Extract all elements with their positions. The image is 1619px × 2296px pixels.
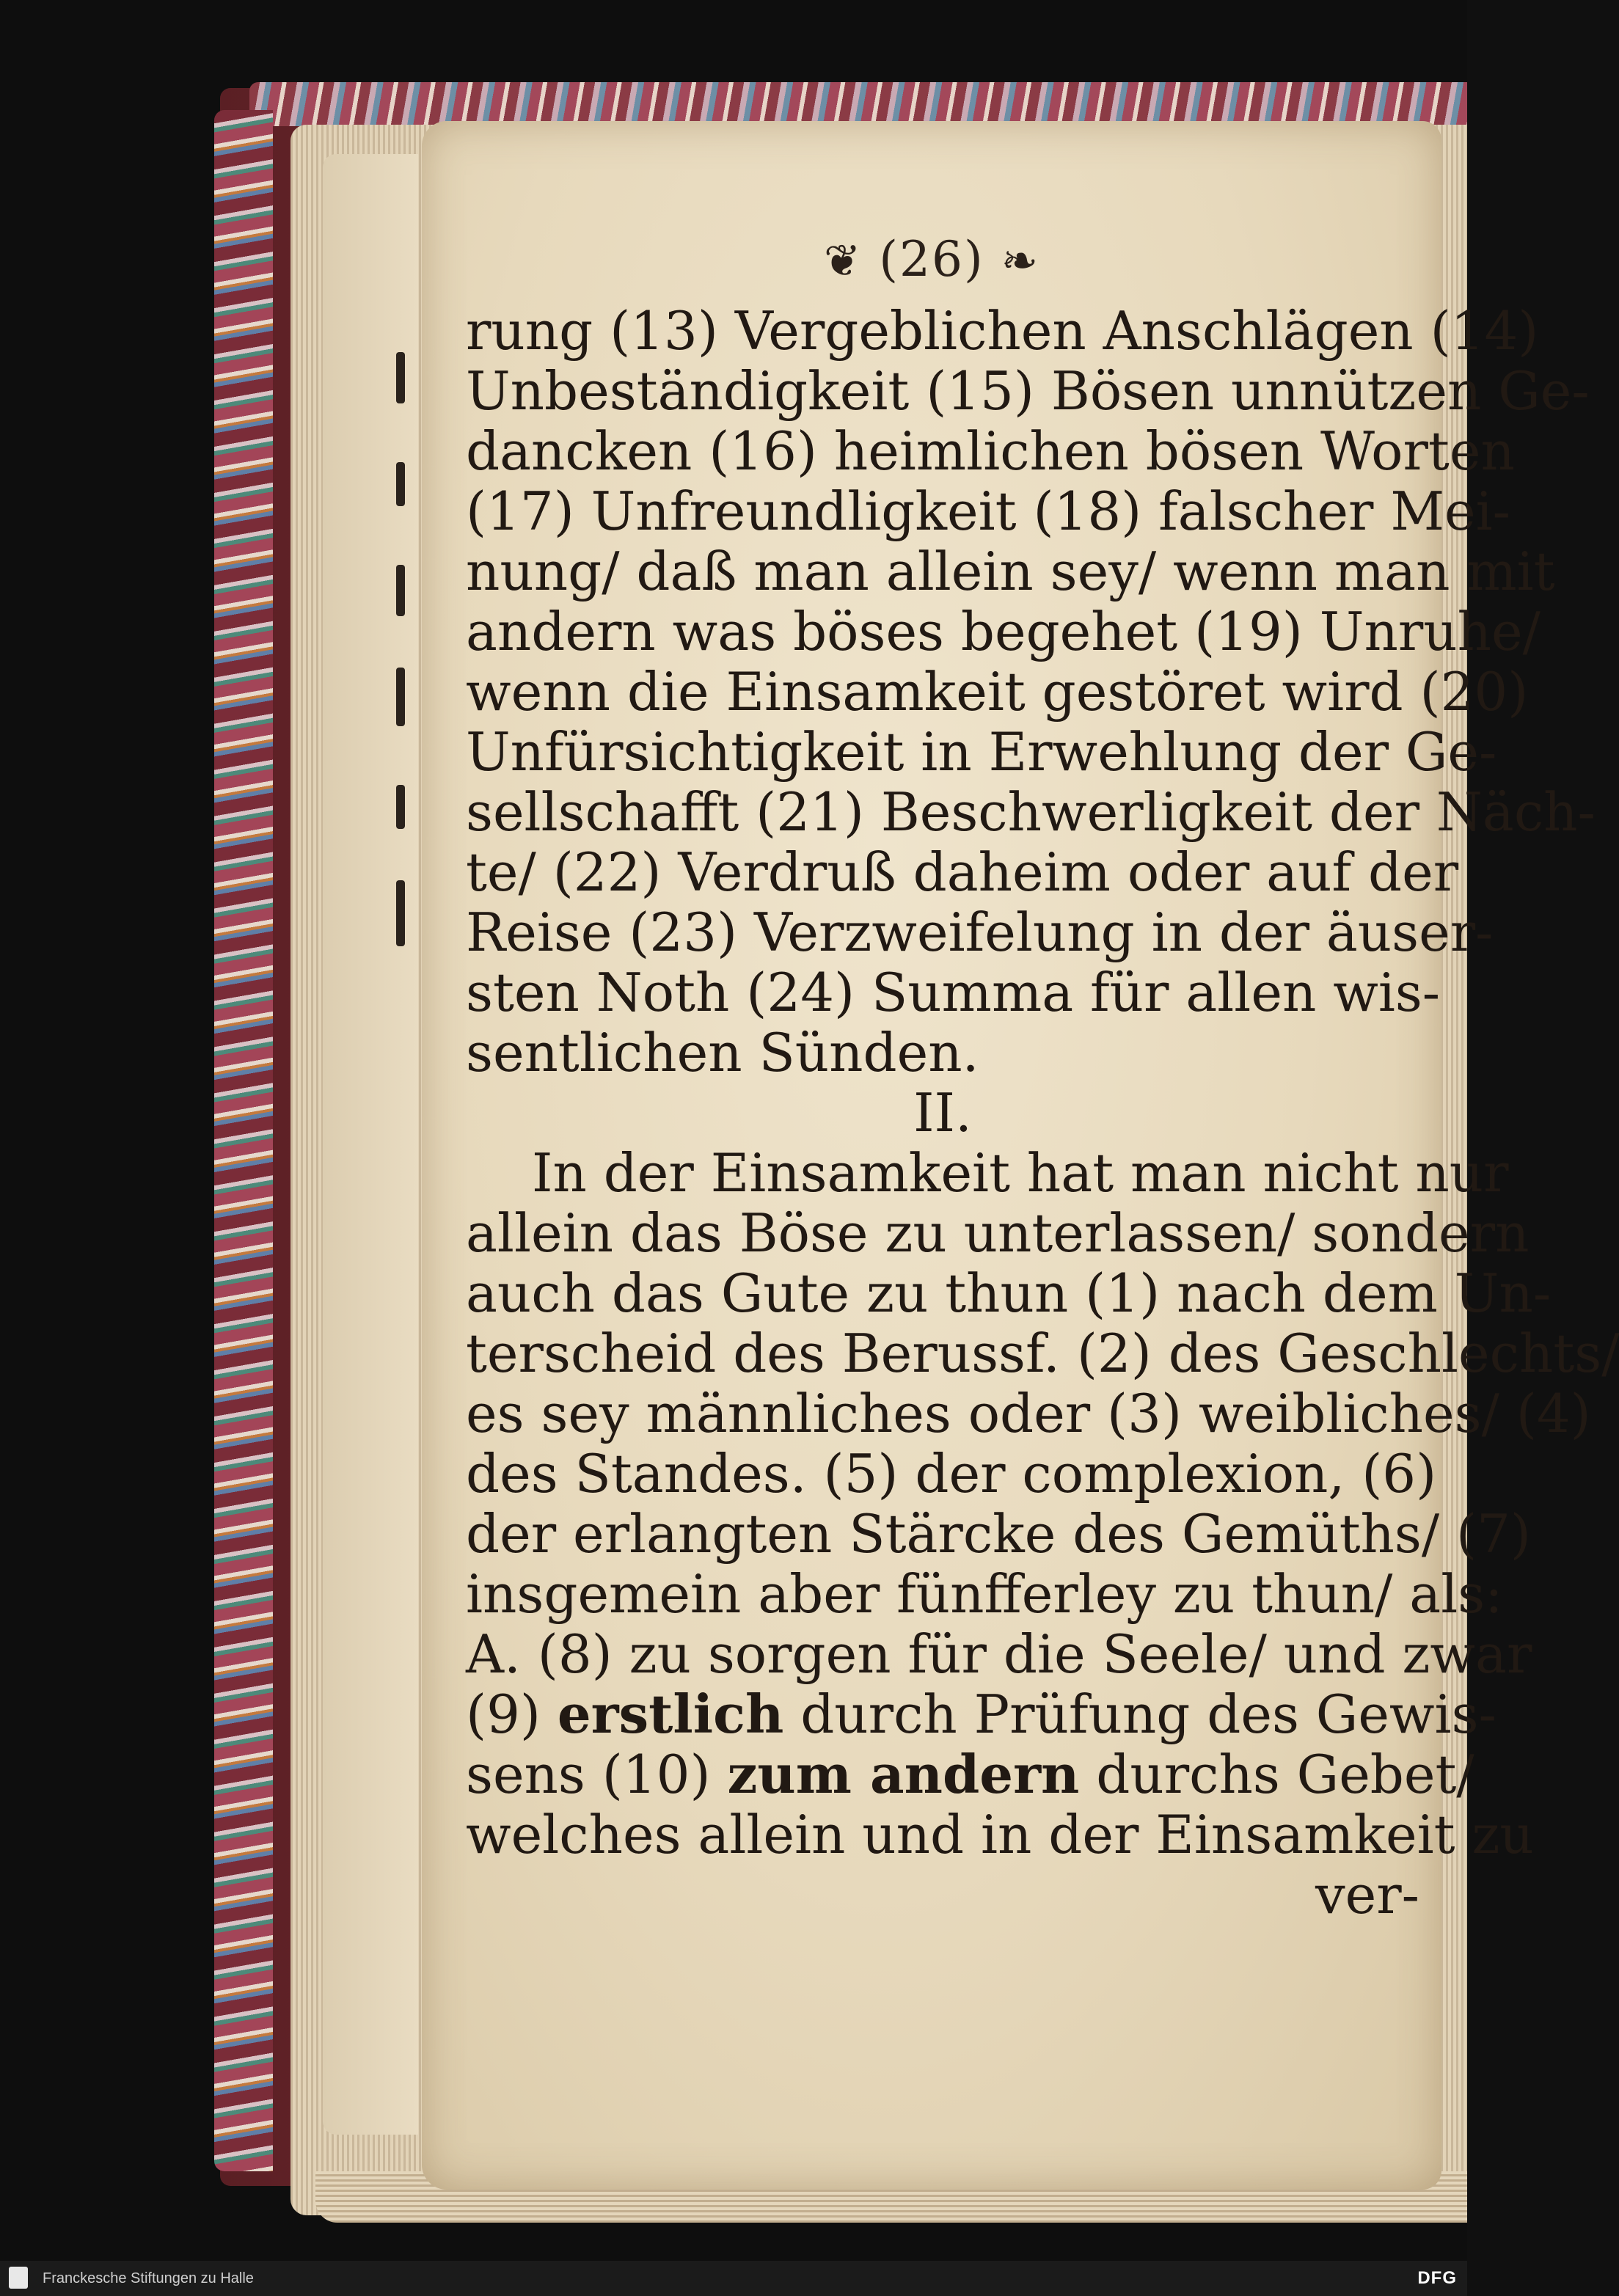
- text-line: sten Noth (24) Summa für allen wis-: [466, 962, 1441, 1023]
- text-line: nung/ daß man allein sey/ wenn man mit: [466, 541, 1555, 602]
- text-line: andern was böses begehet (19) Unruhe/: [466, 601, 1541, 662]
- book-page: [422, 121, 1619, 2190]
- text-line: rung (13) Vergeblichen Anschlägen (14): [466, 300, 1539, 362]
- text-line: des Standes. (5) der complexion, (6): [466, 1443, 1437, 1505]
- catchword: ver-: [1315, 1864, 1419, 1926]
- text-line: In der Einsamkeit hat man nicht nur: [532, 1142, 1509, 1204]
- text-line: insgemein aber fünfferley zu thun/ als:: [466, 1563, 1503, 1625]
- text-line: sellschafft (21) Beschwerligkeit der Näch-: [466, 781, 1596, 843]
- dfg-badge[interactable]: DFG: [1417, 2268, 1457, 2288]
- ornament-right-icon: ❧: [1001, 235, 1039, 287]
- page-number: (26): [879, 231, 984, 288]
- bold-term: erstlich: [557, 1683, 784, 1745]
- text-line: allein das Böse zu unterlassen/ sondern: [466, 1202, 1530, 1264]
- text-line: welches allein und in der Einsamkeit zu: [466, 1804, 1534, 1865]
- page-header: [422, 231, 1441, 288]
- marbled-top-edge: [249, 82, 1467, 126]
- ornament-left-icon: ❦: [823, 235, 863, 287]
- page-text: [466, 300, 1619, 1926]
- text-line: (17) Unfreundligkeit (18) falscher Mei-: [466, 480, 1511, 542]
- text-line: Reise (23) Verzweifelung in der äuser-: [466, 902, 1494, 963]
- text-line: wenn die Einsamkeit gestöret wird (20): [466, 661, 1529, 723]
- text-line-with-bold: sens (10) zum andern durchs Gebet/: [466, 1743, 1474, 1805]
- marbled-spine-edge: [214, 110, 273, 2171]
- text-line: Unfürsichtigkeit in Erwehlung der Ge-: [466, 721, 1497, 783]
- text-line: sentlichen Sünden.: [466, 1022, 979, 1083]
- text-line: auch das Gute zu thun (1) nach dem Un-: [466, 1262, 1552, 1324]
- institution-logo-icon[interactable]: [9, 2267, 28, 2289]
- bold-term: zum andern: [727, 1743, 1080, 1805]
- text-line: te/ (22) Verdruß daheim oder auf der: [466, 841, 1459, 903]
- footer-bar: [0, 2261, 1467, 2296]
- text-line: terscheid des Berussf. (2) des Geschlechts/: [466, 1323, 1619, 1384]
- text-line: A. (8) zu sorgen für die Seele/ und zwar: [466, 1623, 1532, 1685]
- text-line: es sey männliches oder (3) weibliches/ (4): [466, 1383, 1591, 1444]
- section-number: II.: [913, 1082, 972, 1144]
- text-line-with-bold: (9) erstlich durch Prüfung des Gewis-: [466, 1683, 1496, 1745]
- facing-page-fragment: [323, 154, 418, 2135]
- text-line: dancken (16) heimlichen bösen Worten: [466, 420, 1515, 482]
- text-line: der erlangten Stärcke des Gemüths/ (7): [466, 1503, 1531, 1565]
- text-line: Unbeständigkeit (15) Bösen unnützen Ge-: [466, 360, 1590, 422]
- institution-name[interactable]: Franckesche Stiftungen zu Halle: [43, 2270, 254, 2286]
